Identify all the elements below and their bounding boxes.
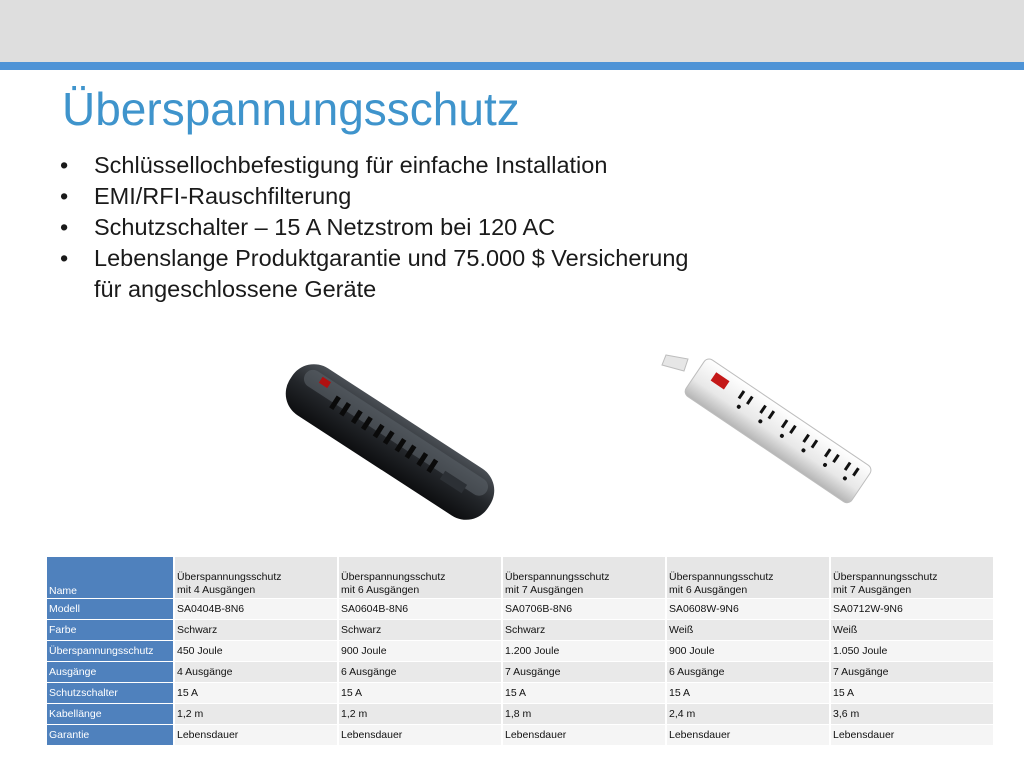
row-label: Modell [47,599,173,620]
table-row [47,683,993,704]
product-name-cell [501,557,665,599]
table-cell: SA0712W-9N6 [829,599,993,620]
feature-text: für angeschlossene Geräte [94,276,377,302]
table-cell: 15 A [501,683,665,704]
product-name-line1: Überspannungsschutz [177,571,282,583]
table-cell: Schwarz [337,620,501,641]
accent-line [0,62,1024,70]
feature-text: EMI/RFI-Rauschfilterung [94,183,352,209]
table-cell: Lebensdauer [173,725,337,746]
table-cell: 1,2 m [337,704,501,725]
table-cell: 15 A [665,683,829,704]
table-cell: Lebensdauer [665,725,829,746]
product-name-cell [337,557,501,599]
table-cell: Weiß [665,620,829,641]
feature-list [58,150,818,305]
row-label: Garantie [47,725,173,746]
feature-text: Lebenslange Produktgarantie und 75.000 $ Versicherung [94,245,689,271]
row-label: Überspannungsschutz [47,641,173,662]
bullet-icon: • [60,245,69,271]
feature-item [58,212,818,243]
table-cell: 6 Ausgänge [337,662,501,683]
feature-text: Schutzschalter – 15 A Netzstrom bei 120 AC [94,214,556,240]
table-cell: Lebensdauer [829,725,993,746]
row-label: Kabellänge [47,704,173,725]
table-row [47,704,993,725]
table-cell: 1.050 Joule [829,641,993,662]
product-name-line2: mit 6 Ausgängen [669,584,748,596]
table-cell: 7 Ausgänge [829,662,993,683]
table-cell: 7 Ausgänge [501,662,665,683]
table-cell: SA0404B-8N6 [173,599,337,620]
feature-text: Schlüssellochbefestigung für einfache Installation [94,152,608,178]
product-name-cell [829,557,993,599]
bullet-icon: • [60,152,69,178]
row-label: Name [47,557,173,599]
row-label: Ausgänge [47,662,173,683]
product-name-line1: Überspannungsschutz [341,571,446,583]
table-cell: 2,4 m [665,704,829,725]
table-cell: 15 A [173,683,337,704]
white-surge-protector-image [660,345,880,505]
table-cell: SA0608W-9N6 [665,599,829,620]
product-name-cell [173,557,337,599]
table-cell: 15 A [337,683,501,704]
feature-item-continuation [58,274,818,305]
table-cell: 6 Ausgänge [665,662,829,683]
table-cell: 4 Ausgänge [173,662,337,683]
product-name-line1: Überspannungsschutz [669,571,774,583]
product-name-line1: Überspannungsschutz [833,571,938,583]
table-cell: Lebensdauer [501,725,665,746]
table-header-row [47,557,993,599]
table-cell: 900 Joule [337,641,501,662]
table-cell: 15 A [829,683,993,704]
table-row [47,620,993,641]
product-spec-table [47,557,993,746]
slide-title: Überspannungsschutz [62,83,520,135]
table-cell: 450 Joule [173,641,337,662]
top-band [0,0,1024,62]
product-name-line2: mit 4 Ausgängen [177,584,256,596]
table-cell: SA0604B-8N6 [337,599,501,620]
table-cell: Schwarz [501,620,665,641]
bullet-icon: • [60,214,69,240]
product-name-line2: mit 7 Ausgängen [833,584,912,596]
table-cell: 1.200 Joule [501,641,665,662]
row-label: Farbe [47,620,173,641]
product-name-line2: mit 6 Ausgängen [341,584,420,596]
feature-item [58,243,818,274]
feature-item [58,150,818,181]
table-row [47,599,993,620]
table-cell: Schwarz [173,620,337,641]
table-cell: 1,2 m [173,704,337,725]
feature-item [58,181,818,212]
table-cell: SA0706B-8N6 [501,599,665,620]
table-row [47,725,993,746]
table-cell: 1,8 m [501,704,665,725]
table-cell: 3,6 m [829,704,993,725]
product-name-cell [665,557,829,599]
table-cell: Lebensdauer [337,725,501,746]
table-row [47,662,993,683]
row-label: Schutzschalter [47,683,173,704]
black-surge-protector-image [280,362,500,522]
product-name-line2: mit 7 Ausgängen [505,584,584,596]
product-name-line1: Überspannungsschutz [505,571,610,583]
table-cell: 900 Joule [665,641,829,662]
bullet-icon: • [60,183,69,209]
table-row [47,641,993,662]
table-cell: Weiß [829,620,993,641]
